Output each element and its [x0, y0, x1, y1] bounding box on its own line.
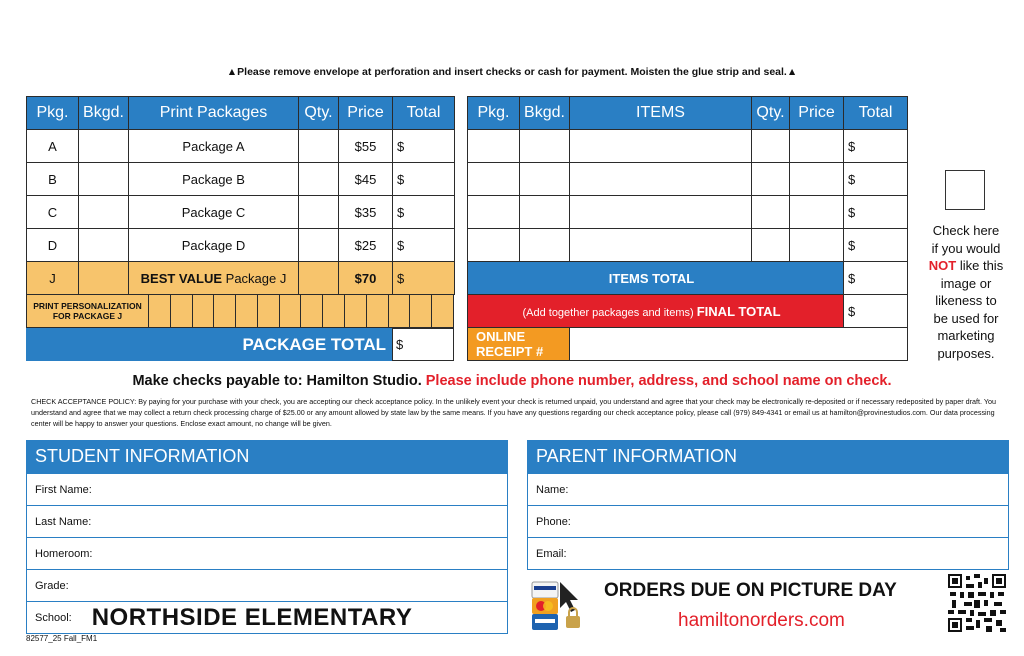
letter-box[interactable]	[367, 295, 389, 327]
website-link[interactable]: hamiltonorders.com	[678, 610, 845, 631]
total-field[interactable]: $	[844, 163, 908, 196]
bkgd-field[interactable]	[520, 196, 570, 229]
package-name: Package D	[129, 229, 299, 262]
best-value-name	[129, 262, 299, 295]
online-receipt-label: ONLINE RECEIPT #	[468, 328, 570, 361]
total-field[interactable]: $	[393, 196, 455, 229]
header-qty: Qty.	[752, 97, 790, 130]
marketing-line: purposes.	[937, 345, 995, 361]
final-total-label	[468, 295, 844, 328]
total-field[interactable]: $	[393, 130, 455, 163]
item-field[interactable]	[570, 130, 752, 163]
header-pkg: Pkg.	[468, 97, 520, 130]
bkgd-field[interactable]	[520, 163, 570, 196]
orders-due-notice: ORDERS DUE ON PICTURE DAY	[604, 580, 897, 601]
letter-box[interactable]	[345, 295, 367, 327]
qty-field[interactable]	[299, 196, 339, 229]
first-name-field[interactable]	[27, 473, 507, 505]
best-value-package: Package J	[222, 270, 287, 286]
total-field[interactable]: $	[844, 196, 908, 229]
qty-field[interactable]	[752, 163, 790, 196]
header-print-packages: Print Packages	[129, 97, 299, 130]
package-price: $45	[339, 163, 393, 196]
bkgd-field[interactable]	[79, 262, 129, 295]
table-row	[468, 196, 908, 229]
qr-code-icon	[948, 574, 1006, 632]
form-code: 82577_25 Fall_FM1	[26, 634, 98, 643]
payable-notice	[0, 373, 1024, 389]
pkg-code: A	[27, 130, 79, 163]
price-field[interactable]	[790, 229, 844, 262]
parent-name-field[interactable]	[528, 473, 1008, 505]
bkgd-field[interactable]	[520, 130, 570, 163]
marketing-line-rest: like this	[956, 258, 1004, 273]
marketing-line: if you would	[931, 240, 1001, 256]
marketing-line: be used for	[933, 310, 999, 326]
package-price: $70	[339, 262, 393, 295]
qty-field[interactable]	[299, 130, 339, 163]
pkg-code: J	[27, 262, 79, 295]
phone-field[interactable]	[528, 505, 1008, 537]
credit-cards-icon	[530, 578, 586, 632]
header-bkgd: Bkgd.	[520, 97, 570, 130]
parent-name-label: Name:	[536, 483, 569, 496]
header-total: Total	[844, 97, 908, 130]
student-panel-title: STUDENT INFORMATION	[27, 441, 507, 473]
online-receipt-field[interactable]	[570, 328, 908, 361]
package-name: Package B	[129, 163, 299, 196]
packages-table	[26, 96, 454, 361]
email-label: Email:	[536, 547, 567, 560]
not-emphasis: NOT	[928, 258, 957, 273]
table-row	[27, 229, 455, 262]
letter-box[interactable]	[432, 295, 453, 327]
package-name: Package A	[129, 130, 299, 163]
final-total-field[interactable]: $	[844, 295, 908, 328]
bkgd-field[interactable]	[79, 196, 129, 229]
pkg-code: D	[27, 229, 79, 262]
qty-field[interactable]	[752, 196, 790, 229]
bkgd-field[interactable]	[79, 130, 129, 163]
pkg-field[interactable]	[468, 196, 520, 229]
phone-label: Phone:	[536, 515, 571, 528]
grade-field[interactable]	[27, 569, 507, 601]
letter-box[interactable]	[149, 295, 171, 327]
parent-information-panel	[527, 440, 1009, 570]
pkg-code: B	[27, 163, 79, 196]
qty-field[interactable]	[299, 262, 339, 295]
package-name: Package C	[129, 196, 299, 229]
marketing-line: image or	[940, 275, 992, 291]
homeroom-label: Homeroom:	[35, 547, 93, 560]
letter-box[interactable]	[193, 295, 215, 327]
pkg-field[interactable]	[468, 229, 520, 262]
payable-to: Make checks payable to: Hamilton Studio.	[132, 373, 426, 389]
header-items: ITEMS	[570, 97, 752, 130]
table-row	[27, 130, 455, 163]
final-total-text: FINAL TOTAL	[696, 303, 781, 319]
check-requirements: Please include phone number, address, and school name on check.	[425, 373, 892, 389]
parent-panel-title: PARENT INFORMATION	[528, 441, 1008, 473]
total-field[interactable]: $	[393, 262, 455, 295]
header-bkgd: Bkgd.	[79, 97, 129, 130]
school-value: NORTHSIDE ELEMENTARY	[91, 603, 413, 631]
letter-box[interactable]	[301, 295, 323, 327]
pkg-field[interactable]	[468, 163, 520, 196]
grade-label: Grade:	[35, 579, 69, 592]
package-price: $25	[339, 229, 393, 262]
personalization-label: PRINT PERSONALIZATION FOR PACKAGE J	[27, 295, 149, 327]
school-label: School:	[35, 611, 72, 624]
price-field[interactable]	[790, 163, 844, 196]
marketing-opt-out-checkbox[interactable]	[945, 170, 985, 210]
best-value-badge: BEST VALUE	[140, 270, 223, 286]
bkgd-field[interactable]	[520, 229, 570, 262]
bkgd-field[interactable]	[79, 163, 129, 196]
marketing-opt-out-label	[918, 222, 1014, 362]
qty-field[interactable]	[752, 130, 790, 163]
marketing-line	[918, 257, 1014, 275]
header-price: Price	[790, 97, 844, 130]
package-total-row	[26, 328, 454, 361]
total-field[interactable]: $	[393, 163, 455, 196]
letter-box[interactable]	[214, 295, 236, 327]
marketing-line: Check here	[932, 223, 1000, 238]
last-name-label: Last Name:	[35, 515, 92, 528]
item-field[interactable]	[570, 163, 752, 196]
table-row	[468, 229, 908, 262]
check-acceptance-policy: CHECK ACCEPTANCE POLICY: By paying for your purchase with your check, you are accepting our check acceptance policy. In the unlikely event your check is returned unpaid, you understand and agree that your check may be electronically re-deposited or if necessary redeposited by paper draft. You understand and agree that we may collect a return check processing charge of $25.00 or any amount allowed by state law by the same means. If you have any questions regarding our check acceptance policy, please call (979) 849-4341 or email us at hamilton@provinestudios.com. Our data processing center will be happy to answer your questions. Enclose exact amount, no change will be given.	[31, 397, 996, 428]
online-receipt-row	[468, 328, 908, 361]
school-field[interactable]	[27, 601, 507, 633]
total-field[interactable]: $	[844, 229, 908, 262]
header-pkg: Pkg.	[27, 97, 79, 130]
email-field[interactable]	[528, 537, 1008, 569]
qty-field[interactable]	[299, 229, 339, 262]
letter-box[interactable]	[323, 295, 345, 327]
table-row	[27, 196, 455, 229]
package-price: $55	[339, 130, 393, 163]
packages-header-row	[27, 97, 455, 130]
bkgd-field[interactable]	[79, 229, 129, 262]
package-total-label: PACKAGE TOTAL	[26, 328, 392, 361]
personalization-row	[26, 295, 454, 328]
items-total-row	[468, 262, 908, 295]
letter-box[interactable]	[258, 295, 280, 327]
best-value-row	[27, 262, 455, 295]
price-field[interactable]	[790, 130, 844, 163]
header-qty: Qty.	[299, 97, 339, 130]
items-header-row	[468, 97, 908, 130]
price-field[interactable]	[790, 196, 844, 229]
qty-field[interactable]	[299, 163, 339, 196]
letter-box[interactable]	[280, 295, 302, 327]
final-total-row	[468, 295, 908, 328]
letter-box[interactable]	[389, 295, 411, 327]
table-row	[468, 163, 908, 196]
package-price: $35	[339, 196, 393, 229]
homeroom-field[interactable]	[27, 537, 507, 569]
letter-box[interactable]	[236, 295, 258, 327]
envelope-instruction: ▲Please remove envelope at perforation and insert checks or cash for payment. Moisten the glue strip and seal.▲	[226, 66, 798, 78]
total-field[interactable]: $	[844, 130, 908, 163]
items-table	[467, 96, 907, 361]
pkg-field[interactable]	[468, 130, 520, 163]
marketing-line: likeness to	[935, 293, 997, 308]
final-total-hint: (Add together packages and items)	[522, 306, 697, 319]
item-field[interactable]	[570, 196, 752, 229]
package-total-field[interactable]: $	[392, 328, 454, 361]
letter-box[interactable]	[171, 295, 193, 327]
total-field[interactable]: $	[393, 229, 455, 262]
qty-field[interactable]	[752, 229, 790, 262]
item-field[interactable]	[570, 229, 752, 262]
marketing-line: marketing	[937, 328, 995, 343]
student-information-panel	[26, 440, 508, 634]
table-row	[468, 130, 908, 163]
header-total: Total	[393, 97, 455, 130]
first-name-label: First Name:	[35, 483, 92, 496]
table-row	[27, 163, 455, 196]
last-name-field[interactable]	[27, 505, 507, 537]
letter-box[interactable]	[410, 295, 432, 327]
items-total-label: ITEMS TOTAL	[468, 262, 844, 295]
items-total-field[interactable]: $	[844, 262, 908, 295]
header-price: Price	[339, 97, 393, 130]
pkg-code: C	[27, 196, 79, 229]
